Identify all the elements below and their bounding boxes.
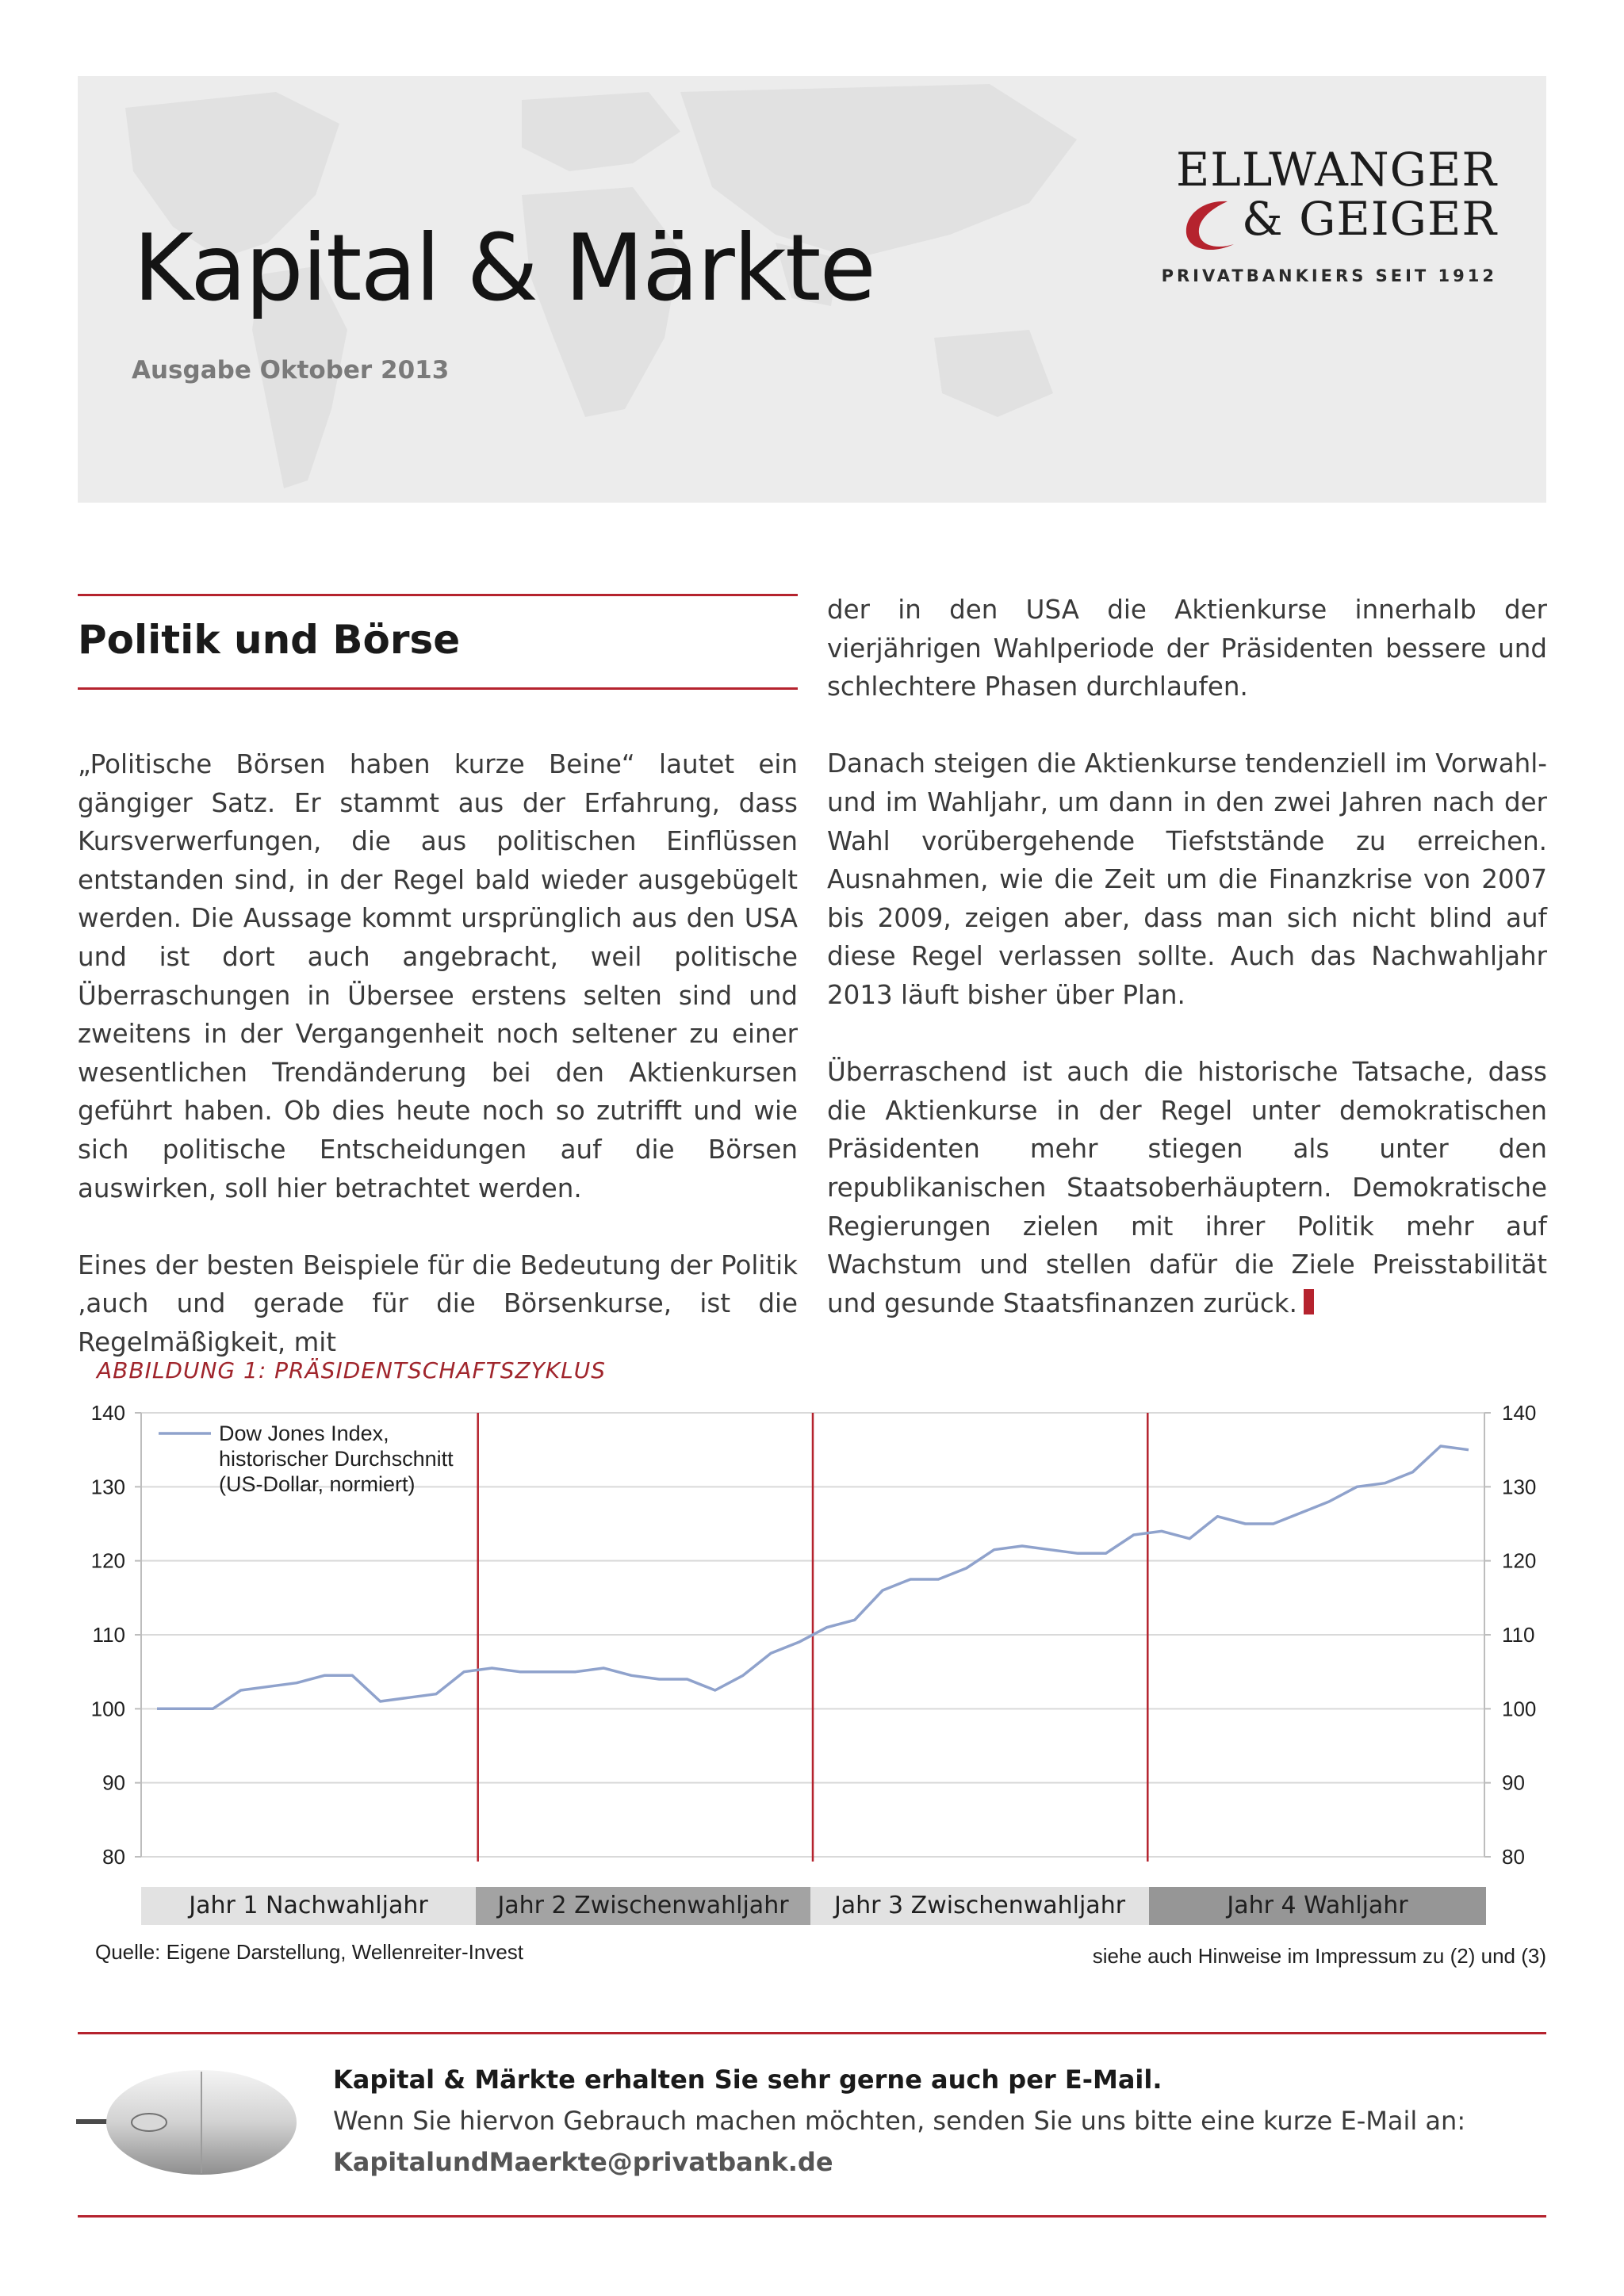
y-tick-label-left: 140: [90, 1401, 125, 1425]
paragraph: Eines der besten Beispiele für die Bedeutung der Politik ‚auch und gerade für die Börsenkurse, ist die Regelmäßigkeit, mit: [78, 1249, 798, 1357]
phase-label-year-1: Jahr 1 Nachwahljahr: [141, 1887, 476, 1925]
y-tick-label-right: 100: [1502, 1697, 1537, 1721]
logo-line-1: ELLWANGER: [1175, 143, 1497, 197]
y-tick-label-right: 90: [1502, 1770, 1525, 1795]
phase-label-year-3: Jahr 3 Zwischenwahljahr: [810, 1887, 1149, 1925]
article-end-marker: [1304, 1289, 1314, 1314]
paragraph-text: Überraschend ist auch die historische Tatsache, dass die Aktienkurse in der Regel unter demokratischen Präsidenten mehr stiegen als unter den republikanischen Staatsoberhäuptern. Demokratische Regierungen zielen mit ihrer Politik mehr auf Wachstum und stellen dafür die Ziele Preisstabilität und gesunde Staatsfinanzen zurück.: [827, 1057, 1547, 1318]
phase-label-year-4: Jahr 4 Wahljahr: [1149, 1887, 1486, 1925]
phase-label-year-2: Jahr 2 Zwischenwahljahr: [476, 1887, 810, 1925]
y-tick-label-left: 90: [102, 1770, 125, 1795]
y-tick-label-right: 120: [1502, 1548, 1537, 1573]
chart-legend: [159, 1422, 454, 1496]
promo-headline: Kapital & Märkte erhalten Sie sehr gerne auch per E-Mail.: [333, 2064, 1162, 2095]
paragraph: [827, 1053, 1547, 1322]
y-tick-label-right: 130: [1502, 1475, 1537, 1499]
y-tick-label-left: 130: [90, 1475, 125, 1499]
phase-dividers: [478, 1413, 1148, 1862]
y-tick-label-right: 110: [1502, 1623, 1535, 1647]
logo-tagline: PRIVATBANKIERS SEIT 1912: [1161, 266, 1497, 285]
figure-source: Quelle: Eigene Darstellung, Wellenreiter-Invest: [95, 1940, 524, 1964]
logo-line-2: & GEIGER: [1242, 192, 1497, 246]
article-title: Politik und Börse: [78, 617, 461, 663]
promo-rule-bottom: [78, 2215, 1546, 2218]
promo-email-link[interactable]: KapitalundMaerkte@privatbank.de: [333, 2147, 833, 2177]
promo-rule-top: [78, 2032, 1546, 2034]
issue-date: Ausgabe Oktober 2013: [132, 356, 450, 385]
presidential-cycle-chart: [78, 1395, 1568, 1871]
paragraph: Danach steigen die Aktienkurse tendenziell im Vorwahl- und im Wahljahr, um dann in den zwei Jahren nach der Wahl vorübergehende Tiefststände zu erreichen. Ausnahmen, wie die Zeit um die Finanzkrise von 2007 bis 2009, zeigen aber, dass man sich nicht blind auf diese Regel verlassen sollte. Auch das Nachwahljahr 2013 läuft bisher über Plan.: [827, 748, 1547, 1010]
promo-text: Wenn Sie hiervon Gebrauch machen möchten, senden Sie uns bitte eine kurze E-Mail an:: [333, 2106, 1466, 2136]
y-tick-label-left: 120: [90, 1548, 125, 1573]
title-rule-bottom: [78, 687, 798, 690]
legend-label: Dow Jones Index,: [219, 1422, 389, 1445]
y-tick-label-right: 80: [1502, 1845, 1525, 1869]
y-tick-label-left: 110: [92, 1623, 125, 1647]
bank-logo[interactable]: [1161, 143, 1497, 301]
header-banner: [78, 76, 1546, 503]
figure-caption: ABBILDUNG 1: PRÄSIDENTSCHAFTSZYKLUS: [97, 1357, 607, 1383]
y-tick-label-right: 140: [1502, 1401, 1537, 1425]
y-tick-label-left: 100: [90, 1697, 125, 1721]
y-tick-label-left: 80: [102, 1845, 125, 1869]
legend-label: (US-Dollar, normiert): [219, 1472, 416, 1496]
title-rule-top: [78, 594, 798, 596]
paragraph: der in den USA die Aktienkurse innerhalb der vierjährigen Wahlperiode der Präsidenten bessere und schlechtere Phasen durchlaufen.: [827, 595, 1547, 702]
article-column-right: [827, 591, 1547, 1322]
legend-label: historischer Durchschnitt: [219, 1447, 454, 1471]
magazine-title: Kapital & Märkte: [133, 215, 875, 322]
article-column-left: [78, 745, 798, 1362]
computer-mouse-icon: [76, 2065, 314, 2192]
paragraph: „Politische Börsen haben kurze Beine“ lautet ein gängiger Satz. Er stammt aus der Erfahrung, dass Kursverwerfungen, die aus politischen Einflüssen entstanden sind, in der Regel bald wieder ausgebügelt werden. Die Aussage kommt ursprünglich aus den USA und ist dort auch angebracht, weil politische Überraschungen in Übersee erstens selten sind und zweitens in der Vergangenheit noch seltener zu einer wesentlichen Trendänderung bei den Aktienkursen geführt haben. Ob dies heute noch so zutrifft und wie sich politische Entscheidungen auf die Börsen auswirken, soll hier betrachtet werden.: [78, 749, 798, 1203]
figure-note: siehe auch Hinweise im Impressum zu (2) und (3): [1092, 1944, 1546, 1968]
